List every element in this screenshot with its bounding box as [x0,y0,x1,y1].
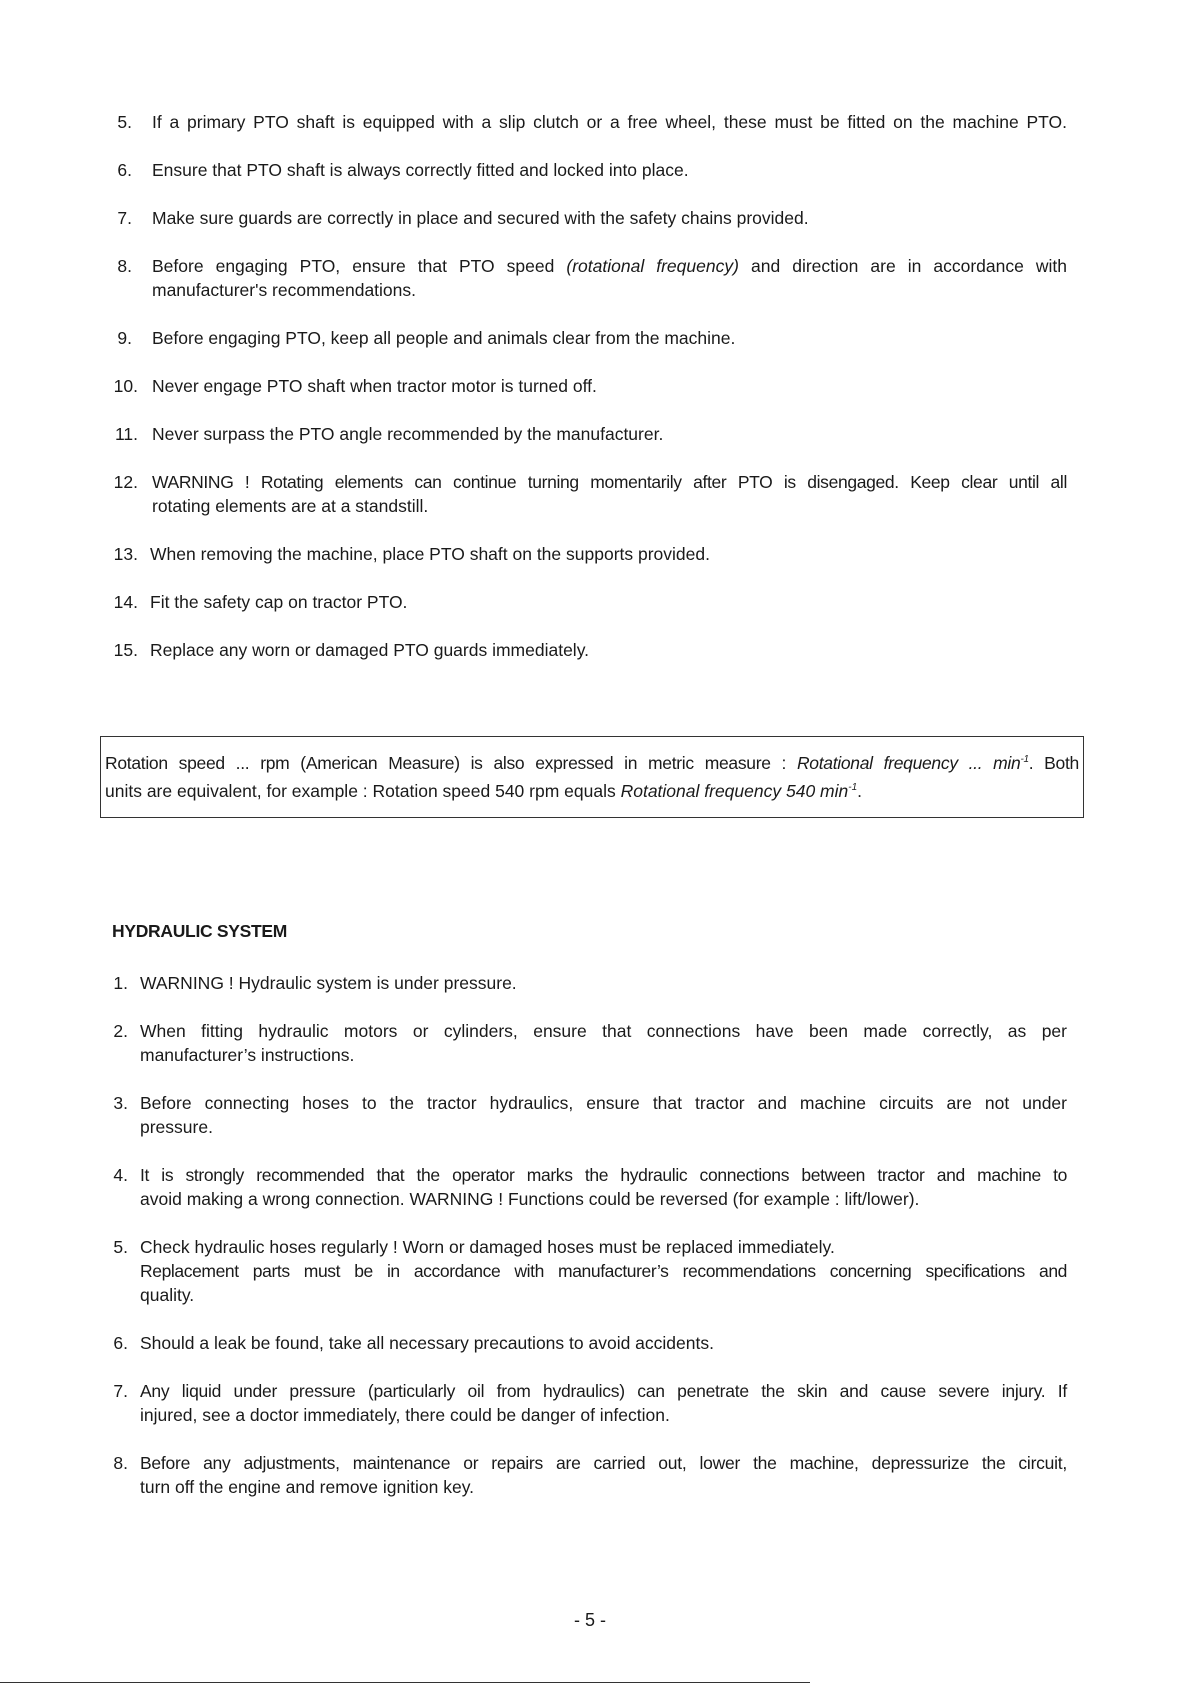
item-number: 9. [117,328,132,348]
item-text-line2: injured, see a doctor immediately, there could be danger of infection. [140,1405,670,1425]
item-text-line1: When fitting hydraulic motors or cylinders, ensure that connections have been made correctly, as per [140,1021,1067,1041]
item-text-line2: manufacturer's recommendations. [152,280,417,300]
item-text: Fit the safety cap on tractor PTO. [150,592,408,612]
item-text: Before engaging PTO, keep all people and animals clear from the machine. [152,328,736,348]
item-text-line2: pressure. [140,1117,213,1137]
item-number: 6. [117,160,132,180]
item-number: 13. [113,544,138,564]
item-number: 14. [113,592,138,612]
note-line1: Rotation speed ... rpm (American Measure) is also expressed in metric measure : Rotational frequency ... $\min^{-1}$. Both [105,753,1079,773]
item-number: 3. [113,1093,128,1113]
item-number: 7. [113,1381,128,1401]
item-text-line2: turn off the engine and remove ignition key. [140,1477,475,1497]
italic-term: Rotational frequency ... min [796,753,1021,773]
item-text-line2: rotating elements are at a standstill. [152,496,429,516]
item-number: 8. [113,1453,128,1473]
item-text-line1: Any liquid under pressure (particularly oil from hydraulics) can penetrate the skin and cause severe injury. If [140,1381,1067,1401]
item-number: 6. [113,1333,128,1353]
item-text-line1: Before engaging PTO, ensure that PTO speed (rotational frequency) and direction are in accordance with [152,256,1067,276]
item-text-line1: It is strongly recommended that the operator marks the hydraulic connections between tractor and machine to [140,1165,1067,1185]
item-number: 10. [113,376,138,396]
item-text: Replace any worn or damaged PTO guards immediately. [150,640,590,660]
item-text-line1: Check hydraulic hoses regularly ! Worn or damaged hoses must be replaced immediately. [140,1237,835,1257]
item-text: Never engage PTO shaft when tractor motor is turned off. [152,376,597,396]
item-number: 12. [113,472,138,492]
item-text-line2: manufacturer’s instructions. [140,1045,355,1065]
item-number: 4. [113,1165,128,1185]
item-text-line1: WARNING ! Rotating elements can continue turning momentarily after PTO is disengaged. Keep clear until all [152,472,1067,492]
item-number: 5. [117,112,132,132]
item-text-line2: Replacement parts must be in accordance with manufacturer’s recommendations concerning specifications and [140,1261,1067,1281]
item-text: Should a leak be found, take all necessary precautions to avoid accidents. [140,1333,714,1353]
bottom-divider [0,1682,810,1683]
page-number: - 5 - [573,1610,606,1630]
item-text: Ensure that PTO shaft is always correctly fitted and locked into place. [152,160,689,180]
item-text-line3: quality. [140,1285,195,1305]
item-number: 8. [117,256,132,276]
item-text-line2: avoid making a wrong connection. WARNING ! Functions could be reversed (for example : lift/lower). [140,1189,920,1209]
item-number: 7. [117,208,132,228]
item-text: If a primary PTO shaft is equipped with a slip clutch or a free wheel, these must be fitted on the machine PTO. [152,112,1067,132]
italic-term: Rotational frequency 540 min [620,781,849,801]
item-number: 15. [113,640,138,660]
item-text-line1: Before any adjustments, maintenance or repairs are carried out, lower the machine, depressurize the circuit, [140,1453,1067,1473]
item-text: Never surpass the PTO angle recommended by the manufacturer. [152,424,664,444]
section-heading: HYDRAULIC SYSTEM [112,921,288,941]
italic-term: (rotational frequency) [566,256,739,276]
note-line2: units are equivalent, for example : Rotation speed 540 rpm equals Rotational frequency 540 $\min^{-1}$. [105,781,863,801]
item-text-line1: Before connecting hoses to the tractor hydraulics, ensure that tractor and machine circuits are not under [140,1093,1067,1113]
rotation-speed-note [100,736,1084,818]
item-text: When removing the machine, place PTO shaft on the supports provided. [150,544,710,564]
item-text: Make sure guards are correctly in place and secured with the safety chains provided. [152,208,809,228]
item-number: 11. [114,424,138,444]
item-number: 5. [113,1237,128,1257]
item-number: 2. [113,1021,128,1041]
item-number: 1. [113,973,128,993]
item-text: WARNING ! Hydraulic system is under pressure. [140,973,517,993]
